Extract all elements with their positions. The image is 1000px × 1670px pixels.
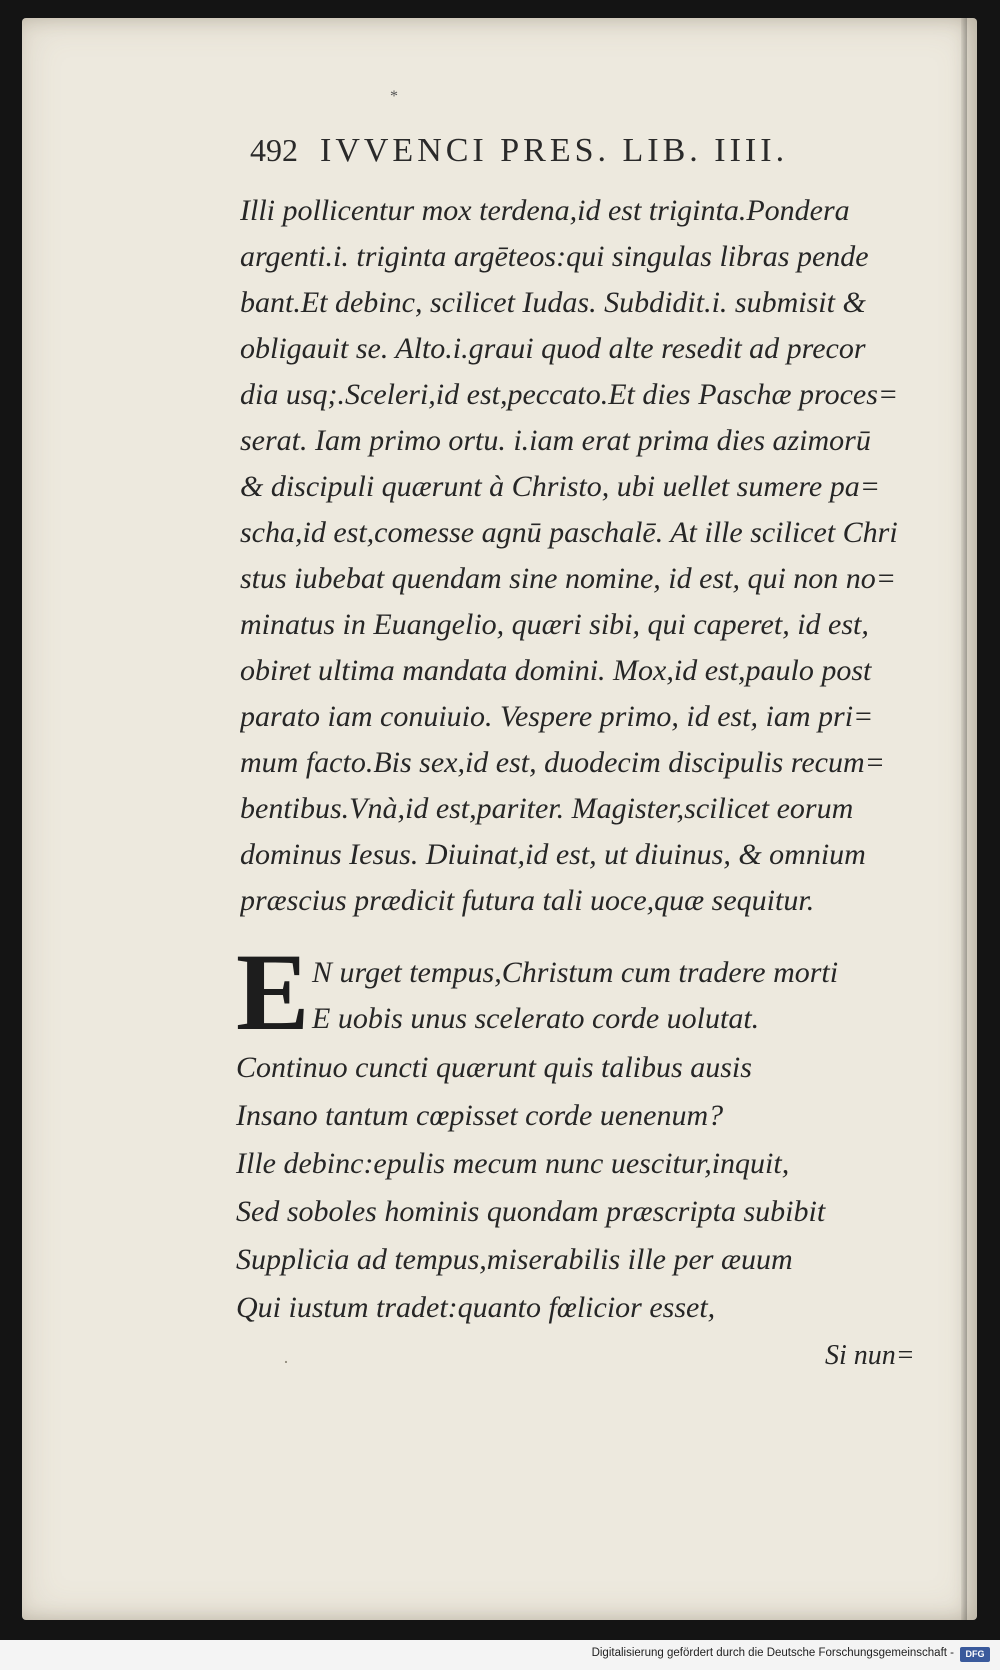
running-head [250,132,900,170]
verse-line: Supplicia ad tempus,miserabilis ille per æuum [236,1243,793,1276]
commentary-line: obligauit se. Alto.i.graui quod alte resedit ad precor [240,332,866,365]
verse-line: Sed soboles hominis quondam præscripta subibit [236,1195,826,1228]
commentary-line: bentibus.Vnà,id est,pariter. Magister,scilicet eorum [240,792,854,825]
commentary-line: dominus Iesus. Diuinat,id est, ut diuinus, & omnium [240,838,866,871]
commentary-line: scha,id est,comesse agnū paschalē. At ille scilicet Chri [240,516,898,549]
verse-line: N urget tempus,Christum cum tradere morti [312,956,839,989]
commentary-line: serat. Iam primo ortu. i.iam erat prima dies azimorū [240,424,871,457]
dfg-logo: DFG [960,1647,990,1662]
catchword: Si nun= [825,1340,915,1371]
verse-line: Ille debinc:epulis mecum nunc uescitur,inquit, [236,1147,790,1180]
page-number: 492 [250,132,298,168]
verse-block [236,931,926,1332]
signature-mark: · [283,1352,289,1372]
verse-line: Qui iustum tradet:quanto fœlicior esset, [236,1291,716,1324]
verse-line: Insano tantum cœpisset corde uenenum? [236,1099,724,1132]
commentary-line: minatus in Euangelio, quæri sibi, qui caperet, id est, [240,608,869,641]
verse-opening [236,931,926,1053]
commentary-line: parato iam conuiuio. Vespere primo, id est, iam pri= [240,700,874,733]
commentary-line: bant.Et debinc, scilicet Iudas. Subdidit.i. submisit & [240,286,866,319]
commentary-line: mum facto.Bis sex,id est, duodecim discipulis recum= [240,746,885,779]
running-title: IVVENCI PRES. LIB. IIII. [320,132,789,169]
commentary-line: stus iubebat quendam sine nomine, id est, qui non no= [240,562,897,595]
verse-line: E uobis unus scelerato corde uolutat. [312,1002,760,1035]
footer-bar [0,1640,1000,1670]
commentary-line: & discipuli quærunt à Christo, ubi uellet sumere pa= [240,470,880,503]
commentary-line: argenti.i. triginta argēteos:qui singulas libras pende [240,240,869,273]
commentary-line: Illi pollicentur mox terdena,id est triginta.Pondera [240,194,850,227]
drop-cap: E [236,931,310,1053]
verse-line: Continuo cuncti quærunt quis talibus ausis [236,1051,752,1084]
stray-ink-mark: * [390,88,398,105]
page-edge-shadow [961,18,967,1620]
commentary-line: præscius prædicit futura tali uoce,quæ sequitur. [240,884,815,917]
commentary-line: obiret ultima mandata domini. Mox,id est,paulo post [240,654,872,687]
commentary-line: dia usq;.Sceleri,id est,peccato.Et dies Paschæ proces= [240,378,899,411]
footer-credit: Digitalisierung gefördert durch die Deutsche Forschungsgemeinschaft - [591,1647,954,1659]
commentary-text [240,188,920,924]
